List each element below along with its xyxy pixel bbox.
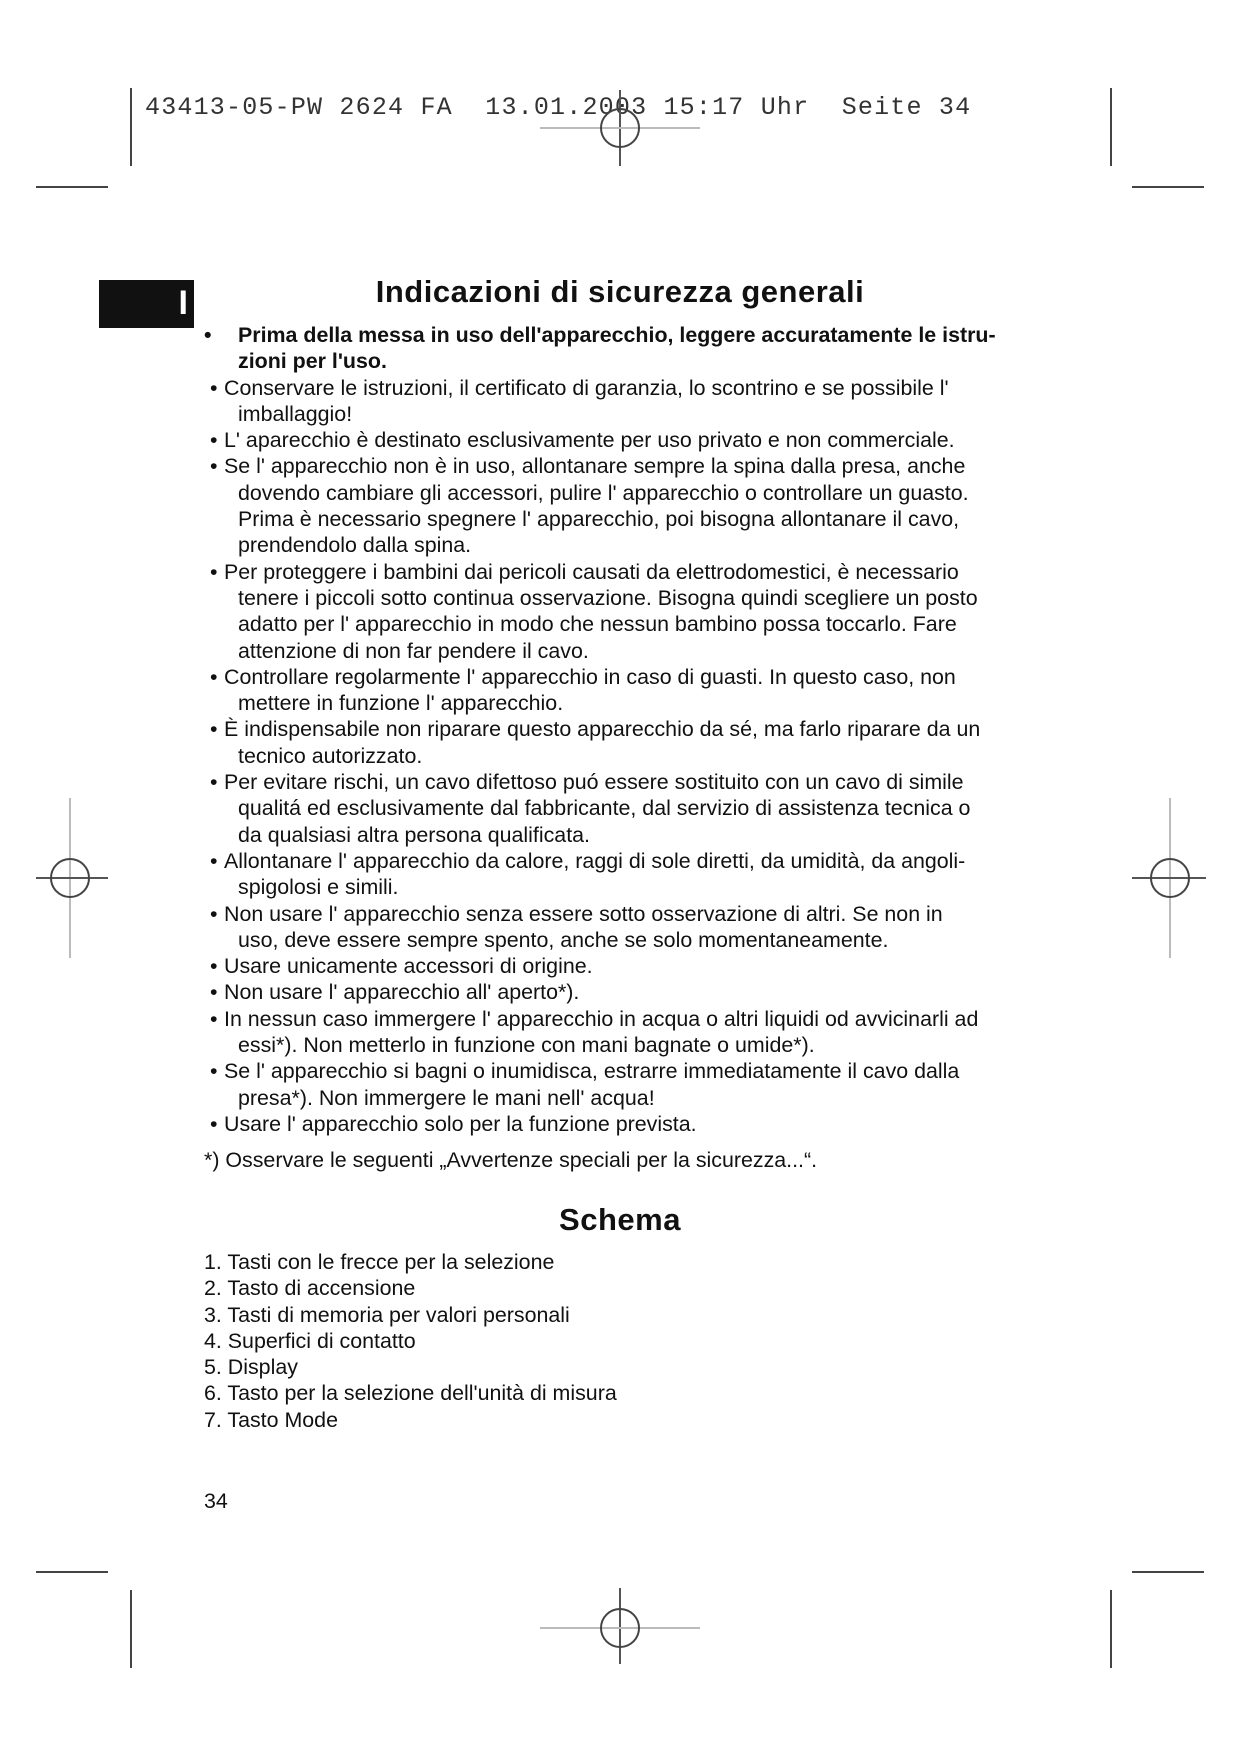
language-tab bbox=[99, 280, 194, 328]
safety-instructions bbox=[204, 322, 1044, 1174]
list-item: •Usare l' apparecchio solo per la funzione prevista. bbox=[210, 1111, 697, 1136]
list-item: •Usare unicamente accessori di origine. bbox=[210, 954, 593, 979]
list-item-text: Non usare l' apparecchio all' aperto*). bbox=[224, 980, 580, 1005]
crop-mark bbox=[130, 1590, 132, 1668]
print-slug: 43413-05-PW 2624 FA 13.01.2003 15:17 Uhr Seite 34 bbox=[145, 93, 972, 122]
list-item-text: Per evitare rischi, un cavo difettoso puó essere sostituito con un cavo di simile qualitá ed esclusivamente dal fabbricante, dal servizio di assistenza tecnica o da qualsiasi altra persona qualificata. bbox=[224, 770, 971, 847]
crop-mark bbox=[1110, 1590, 1112, 1668]
list-item: 1. Tasti con le frecce per la selezione bbox=[204, 1250, 555, 1274]
list-item: •Allontanare l' apparecchio da calore, raggi di sole diretti, da umidità, da angoli- spigolosi e simili. bbox=[210, 848, 966, 900]
registration-mark-icon bbox=[540, 1588, 700, 1668]
list-item-text: L' aparecchio è destinato esclusivamente per uso privato e non commerciale. bbox=[224, 428, 955, 453]
list-item-text: Conservare le istruzioni, il certificato di garanzia, lo scontrino e se possibile l' imballaggio! bbox=[224, 375, 949, 426]
crop-mark bbox=[36, 186, 108, 188]
list-item-text: Allontanare l' apparecchio da calore, raggi di sole diretti, da umidità, da angoli- spigolosi e simili. bbox=[224, 848, 966, 900]
safety-note: *) Osservare le seguenti „Avvertenze speciali per la sicurezza...“. bbox=[204, 1148, 818, 1173]
list-item-text: Usare l' apparecchio solo per la funzione prevista. bbox=[224, 1111, 697, 1136]
list-item: •Conservare le istruzioni, il certificato di garanzia, lo scontrino e se possibile l' imballaggio! bbox=[210, 375, 949, 426]
list-item: •Controllare regolarmente l' apparecchio in caso di guasti. In questo caso, non mettere in funzione l' apparecchio. bbox=[210, 664, 956, 716]
list-item: •In nessun caso immergere l' apparecchio in acqua o altri liquidi od avvicinarli ad essi*). Non metterlo in funzione con mani bagnate o umide*). bbox=[210, 1006, 979, 1058]
registration-mark-icon bbox=[30, 798, 110, 958]
safety-list bbox=[204, 322, 1044, 1137]
crop-mark bbox=[36, 1571, 108, 1573]
bullet-icon: • bbox=[204, 323, 212, 347]
registration-mark-icon bbox=[540, 90, 700, 170]
list-item: •Se l' apparecchio si bagni o inumidisca, estrarre immediatamente il cavo dalla presa*). Non immergere le mani nell' acqua! bbox=[210, 1059, 960, 1110]
list-item-text: Controllare regolarmente l' apparecchio in caso di guasti. In questo caso, non mettere in funzione l' apparecchio. bbox=[224, 664, 956, 716]
list-item-text: Per proteggere i bambini dai pericoli causati da elettrodomestici, è necessario tenere i piccoli sotto continua osservazione. Bisogna quindi scegliere un posto adatto per l' apparecchio in modo che nessun bambino possa toccarlo. Fare attenzione di non far pendere il cavo. bbox=[224, 559, 978, 663]
list-item-text: Non usare l' apparecchio senza essere sotto osservazione di altri. Se non in uso, deve essere sempre spento, anche se solo momentaneamente. bbox=[224, 901, 943, 952]
list-item-text: In nessun caso immergere l' apparecchio in acqua o altri liquidi od avvicinarli ad essi*). Non metterlo in funzione con mani bagnate o umide*). bbox=[224, 1006, 979, 1058]
list-item-text: Se l' apparecchio si bagni o inumidisca, estrarre immediatamente il cavo dalla presa*). Non immergere le mani nell' acqua! bbox=[224, 1059, 960, 1110]
list-item bbox=[204, 322, 1044, 375]
crop-mark bbox=[1132, 186, 1204, 188]
list-item: 4. Superfici di contatto bbox=[204, 1328, 416, 1353]
list-item: •Non usare l' apparecchio senza essere sotto osservazione di altri. Se non in uso, deve essere sempre spento, anche se solo momentaneamente. bbox=[210, 901, 943, 952]
schema-list bbox=[204, 1249, 617, 1433]
list-item-text: Prima della messa in uso dell'apparecchio, leggere accuratamente le istru- zioni per l'uso. bbox=[238, 323, 996, 374]
list-item: 6. Tasto per la selezione dell'unità di misura bbox=[204, 1381, 617, 1406]
list-item: •È indispensabile non riparare questo apparecchio da sé, ma farlo riparare da un tecnico autorizzato. bbox=[210, 717, 981, 768]
list-item-text: Usare unicamente accessori di origine. bbox=[224, 954, 593, 979]
language-tab-label: I bbox=[178, 284, 188, 322]
list-item: •Per evitare rischi, un cavo difettoso puó essere sostituito con un cavo di simile qualitá ed esclusivamente dal fabbricante, dal servizio di assistenza tecnica o da qualsiasi altra persona qualificata. bbox=[210, 770, 971, 847]
list-item-text: È indispensabile non riparare questo apparecchio da sé, ma farlo riparare da un tecnico autorizzato. bbox=[224, 717, 981, 768]
list-item-text: Se l' apparecchio non è in uso, allontanare sempre la spina dalla presa, anche dovendo cambiare gli accessori, pulire l' apparecchio o controllare un guasto. Prima è necessario spegnere l' apparecchio, poi bisogna allontanare il cavo, prendendolo dalla spina. bbox=[224, 454, 969, 558]
list-item: •L' aparecchio è destinato esclusivamente per uso privato e non commerciale. bbox=[210, 428, 955, 453]
safety-section-title: Indicazioni di sicurezza generali bbox=[375, 274, 865, 309]
registration-mark-icon bbox=[1130, 798, 1210, 958]
list-item: •Per proteggere i bambini dai pericoli causati da elettrodomestici, è necessario tenere i piccoli sotto continua osservazione. Bisogna quindi scegliere un posto adatto per l' apparecchio in modo che nessun bambino possa toccarlo. Fare attenzione di non far pendere il cavo. bbox=[210, 559, 978, 663]
list-item: 5. Display bbox=[204, 1355, 298, 1380]
list-item: 2. Tasto di accensione bbox=[204, 1276, 416, 1301]
crop-mark bbox=[1132, 1571, 1204, 1573]
list-item: 3. Tasti di memoria per valori personali bbox=[204, 1302, 570, 1327]
crop-mark bbox=[1110, 88, 1112, 166]
schema-section-title: Schema bbox=[559, 1202, 681, 1237]
list-item: •Non usare l' apparecchio all' aperto*). bbox=[210, 980, 580, 1005]
crop-mark bbox=[130, 88, 132, 166]
page-number: 34 bbox=[204, 1489, 228, 1513]
list-item: •Se l' apparecchio non è in uso, allontanare sempre la spina dalla presa, anche dovendo cambiare gli accessori, pulire l' apparecchio o controllare un guasto. Prima è necessario spegnere l' apparecchio, poi bisogna allontanare il cavo, prendendolo dalla spina. bbox=[210, 454, 969, 558]
list-item: 7. Tasto Mode bbox=[204, 1407, 338, 1432]
